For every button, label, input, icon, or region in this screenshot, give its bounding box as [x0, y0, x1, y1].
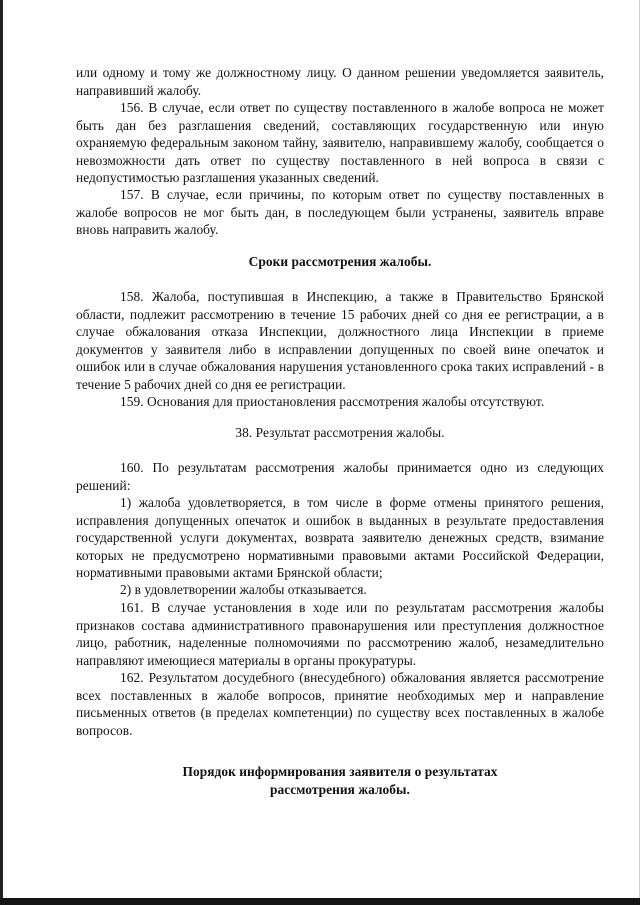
paragraph-159: 159. Основания для приостановления рассмотрения жалобы отсутствуют. [120, 394, 545, 409]
paragraph-160-item-1: 1) жалоба удовлетворяется, в том числе в форме отмены принятого решения, исправления допущенных опечаток и ошибок в выданных в результате предоставления государственной услуги документах, возврата заявителю денежных средств, взимание которых не предусмотрено нормативными правовыми актами Российской Федерации, нормативными правовыми актами Брянской области; [76, 495, 604, 580]
paragraph-162: 162. Результатом досудебного (внесудебного) обжалования является рассмотрение всех поставленных в жалобе вопросов, принятие необходимых мер и направление письменных ответов (в пределах компетенции) по существу всех поставленных в жалобе вопросов. [76, 670, 604, 738]
paragraph-160-item-2: 2) в удовлетворении жалобы отказывается. [120, 582, 367, 597]
paragraph-160: 160. По результатам рассмотрения жалобы принимается одно из следующих решений: [76, 460, 604, 493]
paragraph-intro: или одному и тому же должностному лицу. О данном решении уведомляется заявитель, направивший жалобу. [76, 65, 604, 98]
heading-complaint-terms: Сроки рассмотрения жалобы. [248, 254, 432, 269]
paragraph-158: 158. Жалоба, поступившая в Инспекцию, а также в Правительство Брянской области, подлежит рассмотрению в течение 15 рабочих дней со дня ее регистрации, а в случае обжалования отказа Инспекции, должностного лица Инспекции в приеме документов у заявителя либо в исправлении допущенных по своей вине опечаток и ошибок или в случае обжалования нарушения установленного срока таких исправлений - в течение 5 рабочих дней со дня ее регистрации. [76, 289, 604, 392]
paragraph-161: 161. В случае установления в ходе или по результатам рассмотрения жалобы признаков состава административного правонарушения или преступления должностное лицо, работник, наделенные полномочиями по рассмотрению жалоб, незамедлительно направляют имеющиеся материалы в органы прокуратуры. [76, 600, 604, 668]
heading-inform-line-2: рассмотрения жалобы. [270, 782, 410, 797]
heading-inform-line-1: Порядок информирования заявителя о результатах [182, 764, 498, 779]
scan-edge-left [0, 0, 3, 905]
paragraph-157: 157. В случае, если причины, по которым ответ по существу поставленных в жалобе вопросов не мог быть дан, в последующем были устранены, заявитель вправе вновь направить жалобу. [76, 187, 604, 237]
scan-edge-bottom [0, 898, 640, 905]
heading-complaint-result: 38. Результат рассмотрения жалобы. [235, 425, 445, 440]
paragraph-156: 156. В случае, если ответ по существу поставленного в жалобе вопроса не может быть дан без разглашения сведений, составляющих государственную или иную охраняемую федеральным законом тайну, заявителю, направившему жалобу, сообщается о невозможности дать ответ по существу поставленного в ней вопроса в связи с недопустимостью разглашения указанных сведений. [76, 100, 604, 185]
